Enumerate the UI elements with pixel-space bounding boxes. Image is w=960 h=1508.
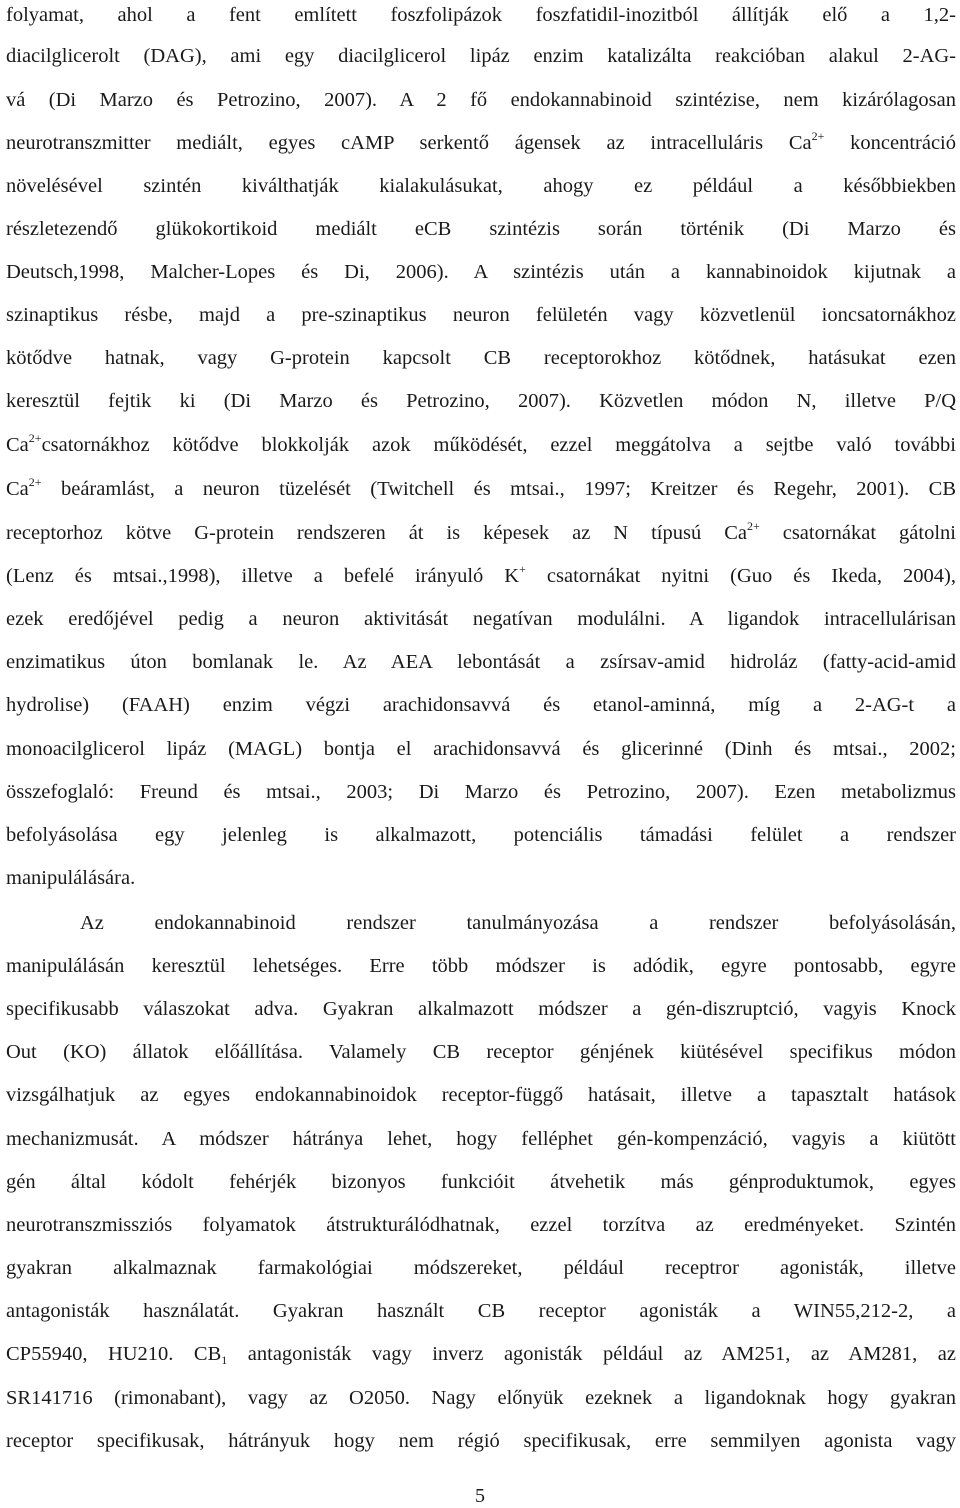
text-line: kötődve hatnak, vagy G-protein kapcsolt CB receptorokhoz kötődnek, hatásukat ezen <box>6 347 956 369</box>
text-line: specifikusabb válaszokat adva. Gyakran alkalmazott módszer a gén-diszruptció, vagyis Knock <box>6 998 956 1020</box>
text-run: csatornákhoz kötődve blokkolják azok működését, ezzel meggátolva a sejtbe való további <box>41 434 956 456</box>
subscript: 1 <box>221 1353 228 1367</box>
text-run: beáramlást, a neuron tüzelését (Twitchell és mtsai., 1997; Kreitzer és Regehr, 2001). CB <box>41 478 956 500</box>
text-line <box>6 128 956 158</box>
text-line: SR141716 (rimonabant), vagy az O2050. Nagy előnyük ezeknek a ligandoknak hogy gyakran <box>6 1387 956 1409</box>
text-line: manipulálására. <box>6 867 136 889</box>
text-run: koncentráció <box>824 132 956 154</box>
text-line: diacilglicerolt (DAG), ami egy diacilglicerol lipáz enzim katalizálta reakcióban alakul 2-AG- <box>6 45 956 67</box>
superscript: 2+ <box>811 129 825 143</box>
text-line <box>6 430 956 460</box>
text-run: antagonisták vagy inverz agonisták például az AM251, az AM281, az <box>227 1343 956 1365</box>
text-line: receptor specifikusak, hátrányuk hogy nem régió specifikusak, erre semmilyen agonista vagy <box>6 1430 956 1452</box>
text-line: monoacilglicerol lipáz (MAGL) bontja el arachidonsavvá és glicerinné (Dinh és mtsai., 2002; <box>6 738 956 760</box>
superscript: + <box>519 562 526 576</box>
superscript: 2+ <box>28 431 42 445</box>
text-line <box>6 518 956 548</box>
text-line: részletezendő glükokortikoid mediált eCB szintézis során történik (Di Marzo és <box>6 218 956 240</box>
text-run: Ca <box>6 434 29 456</box>
text-line: folyamat, ahol a fent említett foszfolipázok foszfatidil-inozitból állítják elő a 1,2- <box>6 4 956 26</box>
text-line: Deutsch,1998, Malcher-Lopes és Di, 2006). A szintézis után a kannabinoidok kijutnak a <box>6 261 956 283</box>
text-run: csatornákat gátolni <box>759 522 956 544</box>
text-run: CP55940, HU210. CB <box>6 1343 222 1365</box>
text-line: szinaptikus résbe, majd a pre-szinaptikus neuron felületén vagy közvetlenül ioncsatornákhoz <box>6 304 956 326</box>
text-line: hydrolise) (FAAH) enzim végzi arachidonsavvá és etanol-aminná, míg a 2-AG-t a <box>6 694 956 716</box>
text-line: manipulálásán keresztül lehetséges. Erre több módszer is adódik, egyre pontosabb, egyre <box>6 955 956 977</box>
text-line: ezek eredőjével pedig a neuron aktivitását negatívan modulálni. A ligandok intracellulárisan <box>6 608 956 630</box>
superscript: 2+ <box>746 519 760 533</box>
text-line <box>6 561 956 591</box>
text-run: (Lenz és mtsai.,1998), illetve a befelé irányuló K <box>6 565 520 587</box>
text-line: vizsgálhatjuk az egyes endokannabinoidok receptor-függő hatásait, illetve a tapasztalt hatások <box>6 1084 956 1106</box>
superscript: 2+ <box>28 475 42 489</box>
text-run: Ca <box>6 478 29 500</box>
text-line: antagonisták használatát. Gyakran használt CB receptor agonisták a WIN55,212-2, a <box>6 1300 956 1322</box>
text-line: befolyásolása egy jelenleg is alkalmazott, potenciális támadási felület a rendszer <box>6 824 956 846</box>
page-number: 5 <box>475 1485 485 1507</box>
text-line: neurotranszmissziós folyamatok átstrukturálódhatnak, ezzel torzítva az eredményeket. Szintén <box>6 1214 956 1236</box>
text-line: mechanizmusát. A módszer hátránya lehet, hogy felléphet gén-kompenzáció, vagyis a kiütött <box>6 1128 956 1150</box>
text-line: gén által kódolt fehérjék bizonyos funkcióit átvehetik más génproduktumok, egyes <box>6 1171 956 1193</box>
text-run: receptorhoz kötve G-protein rendszeren át is képesek az N típusú Ca <box>6 522 747 544</box>
text-line <box>6 1339 956 1369</box>
text-run: neurotranszmitter mediált, egyes cAMP serkentő ágensek az intracelluláris Ca <box>6 132 812 154</box>
text-line <box>6 474 956 504</box>
text-line: Az endokannabinoid rendszer tanulmányozása a rendszer befolyásolásán, <box>80 912 956 934</box>
text-line: enzimatikus úton bomlanak le. Az AEA lebontását a zsírsav-amid hidroláz (fatty-acid-amid <box>6 651 956 673</box>
text-line: Out (KO) állatok előállítása. Valamely CB receptor génjének kiütésével specifikus módon <box>6 1041 956 1063</box>
text-line: összefoglaló: Freund és mtsai., 2003; Di Marzo és Petrozino, 2007). Ezen metabolizmus <box>6 781 956 803</box>
text-run: csatornákat nyitni (Guo és Ikeda, 2004), <box>525 565 956 587</box>
text-line: növelésével szintén kiválthatják kialakulásukat, ahogy ez például a későbbiekben <box>6 175 956 197</box>
text-line: keresztül fejtik ki (Di Marzo és Petrozino, 2007). Közvetlen módon N, illetve P/Q <box>6 390 956 412</box>
text-line: gyakran alkalmaznak farmakológiai módszereket, például receptror agonisták, illetve <box>6 1257 956 1279</box>
text-line: vá (Di Marzo és Petrozino, 2007). A 2 fő endokannabinoid szintézise, nem kizárólagosan <box>6 89 956 111</box>
